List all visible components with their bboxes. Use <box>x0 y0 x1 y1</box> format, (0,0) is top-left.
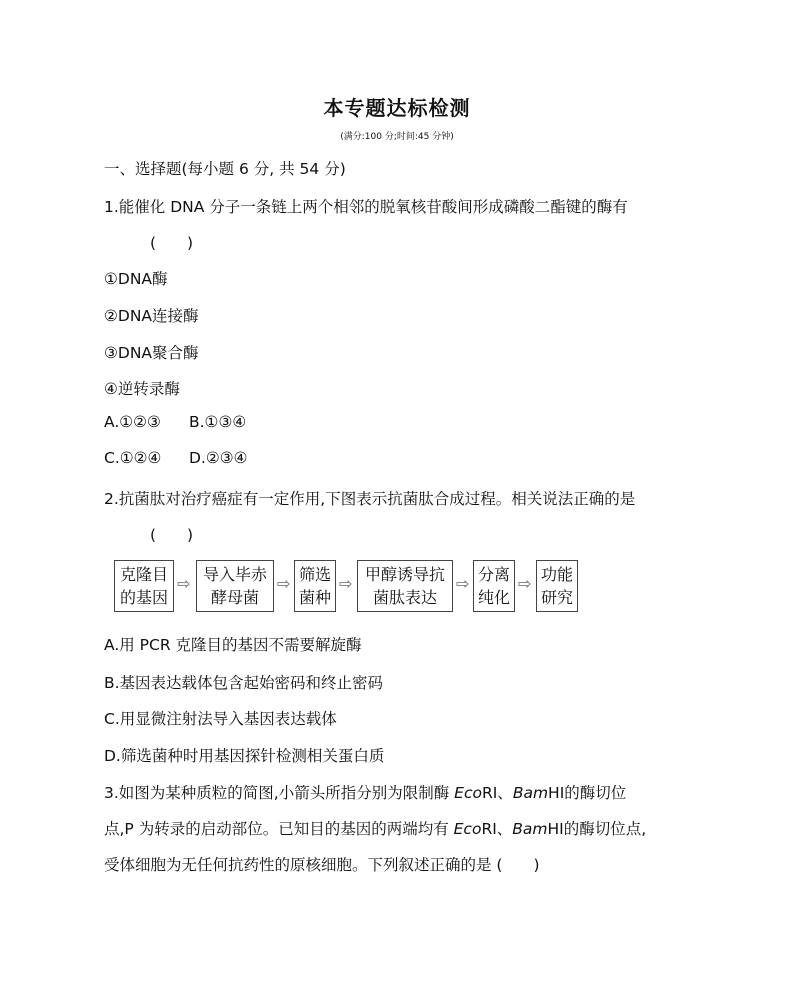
question-3-text: 的酶切位点, <box>563 820 647 838</box>
flow-step-text: 功能 <box>541 565 574 584</box>
flow-arrow-icon: ⇨ <box>339 574 353 593</box>
q2-option-d: D.筛选菌种时用基因探针检测相关蛋白质 <box>104 747 385 765</box>
q1-option-c: C.①②④ <box>104 449 162 467</box>
question-3-text: 3.如图为某种质粒的简图,小箭头所指分别为限制酶 <box>104 784 455 802</box>
q1-item-4: ④逆转录酶 <box>104 380 180 398</box>
flow-step-screen-strain <box>294 560 336 612</box>
exam-info: (满分:100 分;时间:45 分钟) <box>340 132 454 142</box>
flow-step-text: 分离 <box>478 565 511 584</box>
question-1-stem: 1.能催化 DNA 分子一条链上两个相邻的脱氧核苷酸间形成磷酸二酯键的酶有 <box>104 198 628 216</box>
flow-arrow-icon: ⇨ <box>518 574 532 593</box>
enzyme-suffix: HⅠ <box>548 784 565 802</box>
flow-step-methanol-induction <box>357 560 453 612</box>
q1-item-1: ①DNA酶 <box>104 270 168 288</box>
question-3-line-2 <box>104 817 646 839</box>
section-heading: 一、选择题(每小题 6 分, 共 54 分) <box>104 160 346 178</box>
flow-step-text: 菌肽表达 <box>372 588 437 607</box>
flow-step-purify <box>473 560 515 612</box>
question-3-text: 的酶切位 <box>564 784 627 802</box>
flow-step-text: 甲醇诱导抗 <box>364 565 445 584</box>
q1-option-b: B.①③④ <box>189 413 247 431</box>
flow-step-transform-yeast <box>196 560 274 612</box>
flow-step-text: 筛选 <box>299 565 332 584</box>
question-3-text: 点,P 为转录的启动部位。已知目的基因的两端均有 <box>104 820 454 838</box>
question-3-line-3: 受体细胞为无任何抗药性的原核细胞。下列叙述正确的是 ( ) <box>104 856 540 874</box>
enzyme-name-italic: Eco <box>453 820 482 838</box>
flow-step-text: 纯化 <box>478 588 511 607</box>
page-title: 本专题达标检测 <box>323 96 471 120</box>
flow-arrow-icon: ⇨ <box>177 574 191 593</box>
flow-step-text: 的基因 <box>119 588 168 607</box>
flow-step-clone-gene <box>114 560 174 612</box>
q1-option-a: A.①②③ <box>104 413 161 431</box>
enzyme-suffix: RⅠ、 <box>481 784 513 802</box>
flow-step-function-study <box>536 560 578 612</box>
q1-item-2: ②DNA连接酶 <box>104 307 199 325</box>
flow-step-text: 研究 <box>541 588 574 607</box>
question-1-blank: ( ) <box>150 234 194 252</box>
question-2-stem: 2.抗菌肽对治疗癌症有一定作用,下图表示抗菌肽合成过程。相关说法正确的是 <box>104 490 636 508</box>
flow-step-text: 导入毕赤 <box>202 565 267 584</box>
enzyme-suffix: RⅠ、 <box>481 820 513 838</box>
question-2-blank: ( ) <box>150 526 194 544</box>
flow-arrow-icon: ⇨ <box>456 574 470 593</box>
q2-option-a: A.用 PCR 克隆目的基因不需要解旋酶 <box>104 636 362 654</box>
enzyme-name-italic: Bam <box>512 784 549 802</box>
enzyme-name-italic: Bam <box>512 820 548 838</box>
enzyme-suffix: HⅠ <box>547 820 564 838</box>
q1-item-3: ③DNA聚合酶 <box>104 344 199 362</box>
flow-step-text: 酵母菌 <box>210 588 259 607</box>
flow-step-text: 菌种 <box>299 588 332 607</box>
question-3-line-1 <box>104 781 626 803</box>
flow-step-text: 克隆目 <box>119 565 168 584</box>
enzyme-name-italic: Eco <box>454 784 482 802</box>
q2-option-c: C.用显微注射法导入基因表达载体 <box>104 710 337 728</box>
q2-option-b: B.基因表达载体包含起始密码和终止密码 <box>104 674 384 692</box>
flow-arrow-icon: ⇨ <box>277 574 291 593</box>
q1-option-d: D.②③④ <box>189 449 248 467</box>
